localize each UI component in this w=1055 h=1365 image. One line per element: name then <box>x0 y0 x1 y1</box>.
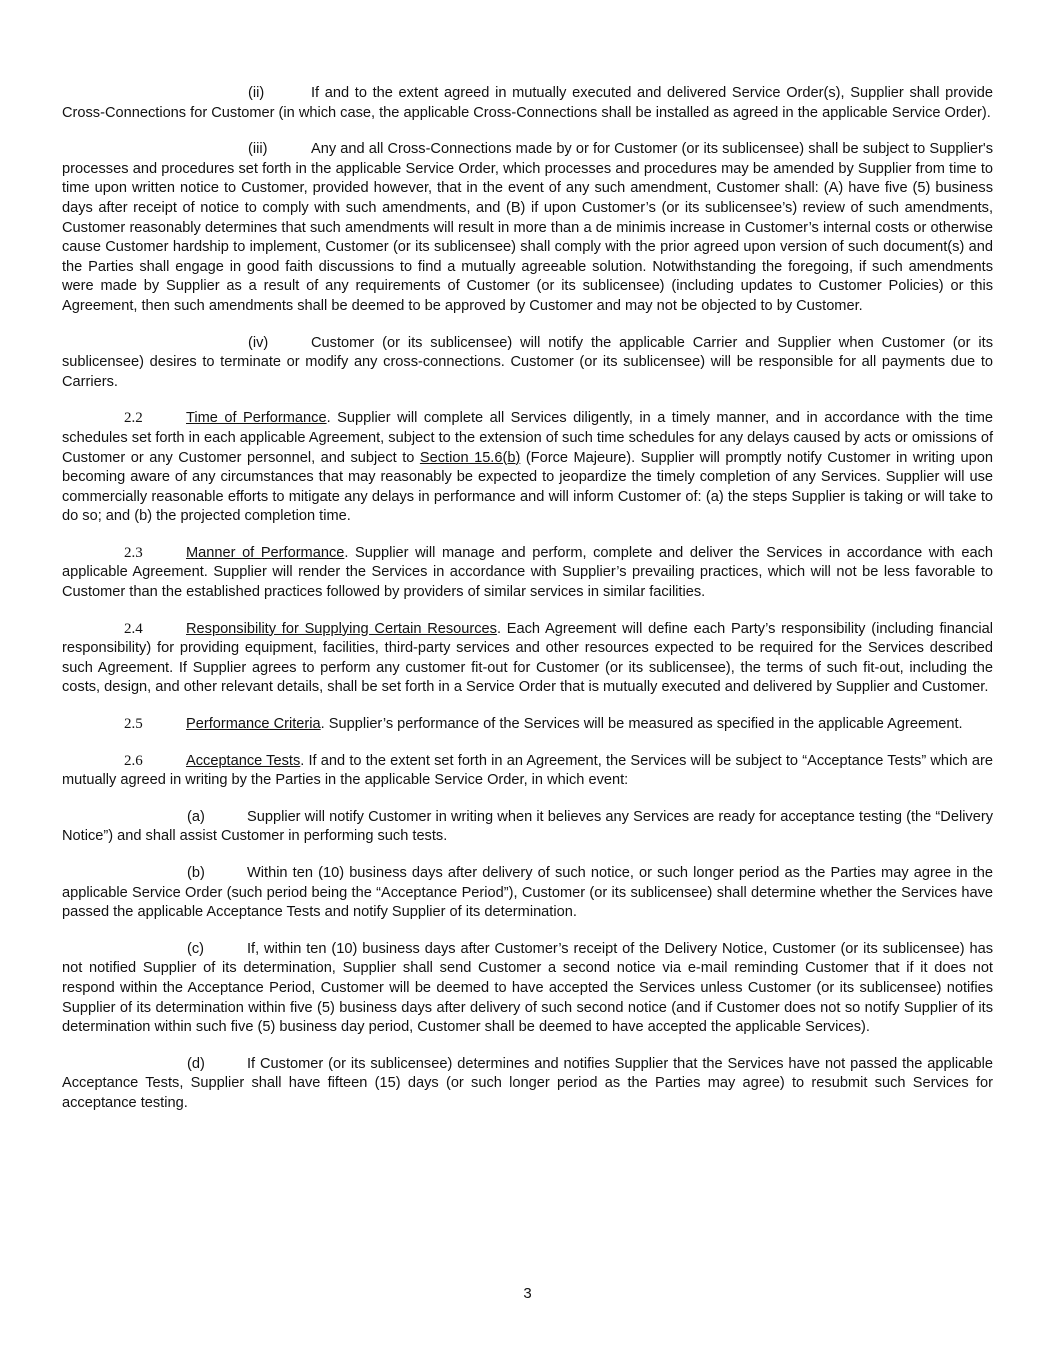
item-text: Supplier will notify Customer in writing when it believes any Services are ready for acceptance testing (the “Delivery Notice”) and shall assist Customer in performing such tests. <box>62 808 993 845</box>
item-text: If, within ten (10) business days after Customer’s receipt of the Delivery Notice, Customer (or its sublicensee) has not notified Supplier of its determination, Supplier shall send Customer a second notice via e-mail reminding Customer that if it does not respond within the Acceptance Period, Customer will be deemed to have accepted the Services unless Customer (or its sublicensee) notifies Supplier of its determination within five (5) business days after delivery of such second notice (and if Customer does not so notify Supplier of its determination within such five (5) business day period, Customer shall be deemed to have accepted the applicable Services). <box>62 940 993 1036</box>
item-number: (a) <box>187 808 205 825</box>
item-text: If Customer (or its sublicensee) determines and notifies Supplier that the Services have not passed the applicable Acceptance Tests, Supplier shall have fifteen (15) days (or such longer period as the Parties may agree) to resubmit such Services for acceptance testing. <box>62 1055 993 1111</box>
section-number: 2.4 <box>124 620 143 637</box>
item-number: (d) <box>187 1055 205 1072</box>
paragraph-number: (iv) <box>248 334 269 351</box>
section-heading: Performance Criteria <box>186 716 321 733</box>
section-heading: Responsibility for Supplying Certain Resources <box>186 620 497 637</box>
section-text: . Supplier’s performance of the Services will be measured as specified in the applicable Agreement. <box>320 716 963 733</box>
section-text: . Supplier will complete all Services diligently, in a timely manner, and in accordance with the time schedules set forth in each applicable Agreement, subject to the extension of such time schedules for any delays caused by acts or omissions of Customer or any Customer personnel, and subject to <box>62 410 993 466</box>
paragraph-text: If and to the extent agreed in mutually executed and delivered Service Order(s), Supplier shall provide Cross-Connections for Customer (in which case, the applicable Cross-Connections shall be installed as agreed in the applicable Service Order). <box>62 85 993 121</box>
section-2-6 <box>62 752 993 791</box>
section-heading: Acceptance Tests <box>186 752 301 769</box>
item-b <box>62 864 993 923</box>
section-2-5 <box>62 715 993 735</box>
section-2-4 <box>62 620 993 698</box>
paragraph-text: Customer (or its sublicensee) will notify the applicable Carrier and Supplier when Customer (or its sublicensee) desires to terminate or modify any cross-connections. Customer (or its sublicensee) will be responsible for all payments due to Carriers. <box>62 334 993 390</box>
paragraph-text: Any and all Cross-Connections made by or for Customer (or its sublicensee) shall be subject to Supplier's processes and procedures set forth in the applicable Service Order, which processes and procedures may be amended by Supplier from time to time upon written notice to Customer, provided however, that in the event of any such amendment, Customer shall: (A) have five (5) business days after receipt of notice to comply with such amendments, and (B) if upon Customer’s (or its sublicensee’s) review of such amendments, Customer reasonably determines that such amendments will result in more than a de minimis increase in Customer’s internal costs or otherwise cause Customer hardship to implement, Customer (or its sublicensee) shall comply with the prior agreed upon version of such document(s) and the Parties shall engage in good faith discussions to find a mutually agreeable solution. Notwithstanding the foregoing, if such amendments were made by Supplier as a result of any requirements of Customer (or its sublicensee) (including updates to Customer Policies) or this Agreement, then such amendments shall be deemed to be approved by Customer and may not be objected to by Customer. <box>62 141 993 314</box>
section-heading: Time of Performance <box>186 410 327 427</box>
item-c <box>62 940 993 1038</box>
paragraph-number: (ii) <box>248 85 265 101</box>
item-d <box>62 1055 993 1114</box>
section-number: 2.6 <box>124 752 143 769</box>
section-number: 2.3 <box>124 544 143 561</box>
item-number: (b) <box>187 865 205 881</box>
document-page <box>62 84 993 1131</box>
item-a <box>62 808 993 847</box>
section-number: 2.5 <box>124 716 143 733</box>
section-2-2 <box>62 409 993 527</box>
section-text: . If and to the extent set forth in an Agreement, the Services will be subject to “Acceptance Tests” which are mutually agreed in writing by the Parties in the applicable Service Order, in which event: <box>62 752 993 789</box>
section-heading: Manner of Performance <box>186 544 345 561</box>
paragraph-ii <box>62 84 993 123</box>
page-number: 3 <box>523 1285 532 1302</box>
item-text: Within ten (10) business days after delivery of such notice, or such longer period as the Parties may agree in the applicable Service Order (such period being the “Acceptance Period”), Customer (or its sublicensee) shall determine whether the Services have passed the applicable Acceptance Tests and notify Supplier of its determination. <box>62 865 993 921</box>
section-2-3 <box>62 544 993 603</box>
section-text: . Supplier will manage and perform, complete and deliver the Services in accordance with each applicable Agreement. Supplier will render the Services in accordance with Supplier’s prevailing practices, which will not be less favorable to Customer than the established practices followed by providers of similar services in similar facilities. <box>62 544 993 601</box>
section-number: 2.2 <box>124 410 143 427</box>
section-reference-link: Section 15.6(b) <box>419 449 521 466</box>
paragraph-number: (iii) <box>248 141 268 158</box>
paragraph-iv <box>62 334 993 393</box>
item-number: (c) <box>187 940 205 957</box>
section-text: (Force Majeure). Supplier will promptly notify Customer in writing upon becoming aware of any circumstances that may reasonably be expected to jeopardize the timely completion of any Services. Supplier will use commercially reasonable efforts to mitigate any delays in performance and will inform Customer of: (a) the steps Supplier is taking or will take to do so; and (b) the projected completion time. <box>62 449 993 525</box>
section-text: . Each Agreement will define each Party’s responsibility (including financial responsibility) for providing equipment, facilities, third-party services and other resources expected to be required for the Services described such Agreement. If Supplier agrees to perform any customer fit-out for Customer (or its sublicensee), the terms of such fit-out, including the costs, design, and other relevant details, shall be set forth in a Service Order that is mutually executed and delivered by Supplier and Customer. <box>62 620 993 696</box>
paragraph-iii <box>62 140 993 316</box>
